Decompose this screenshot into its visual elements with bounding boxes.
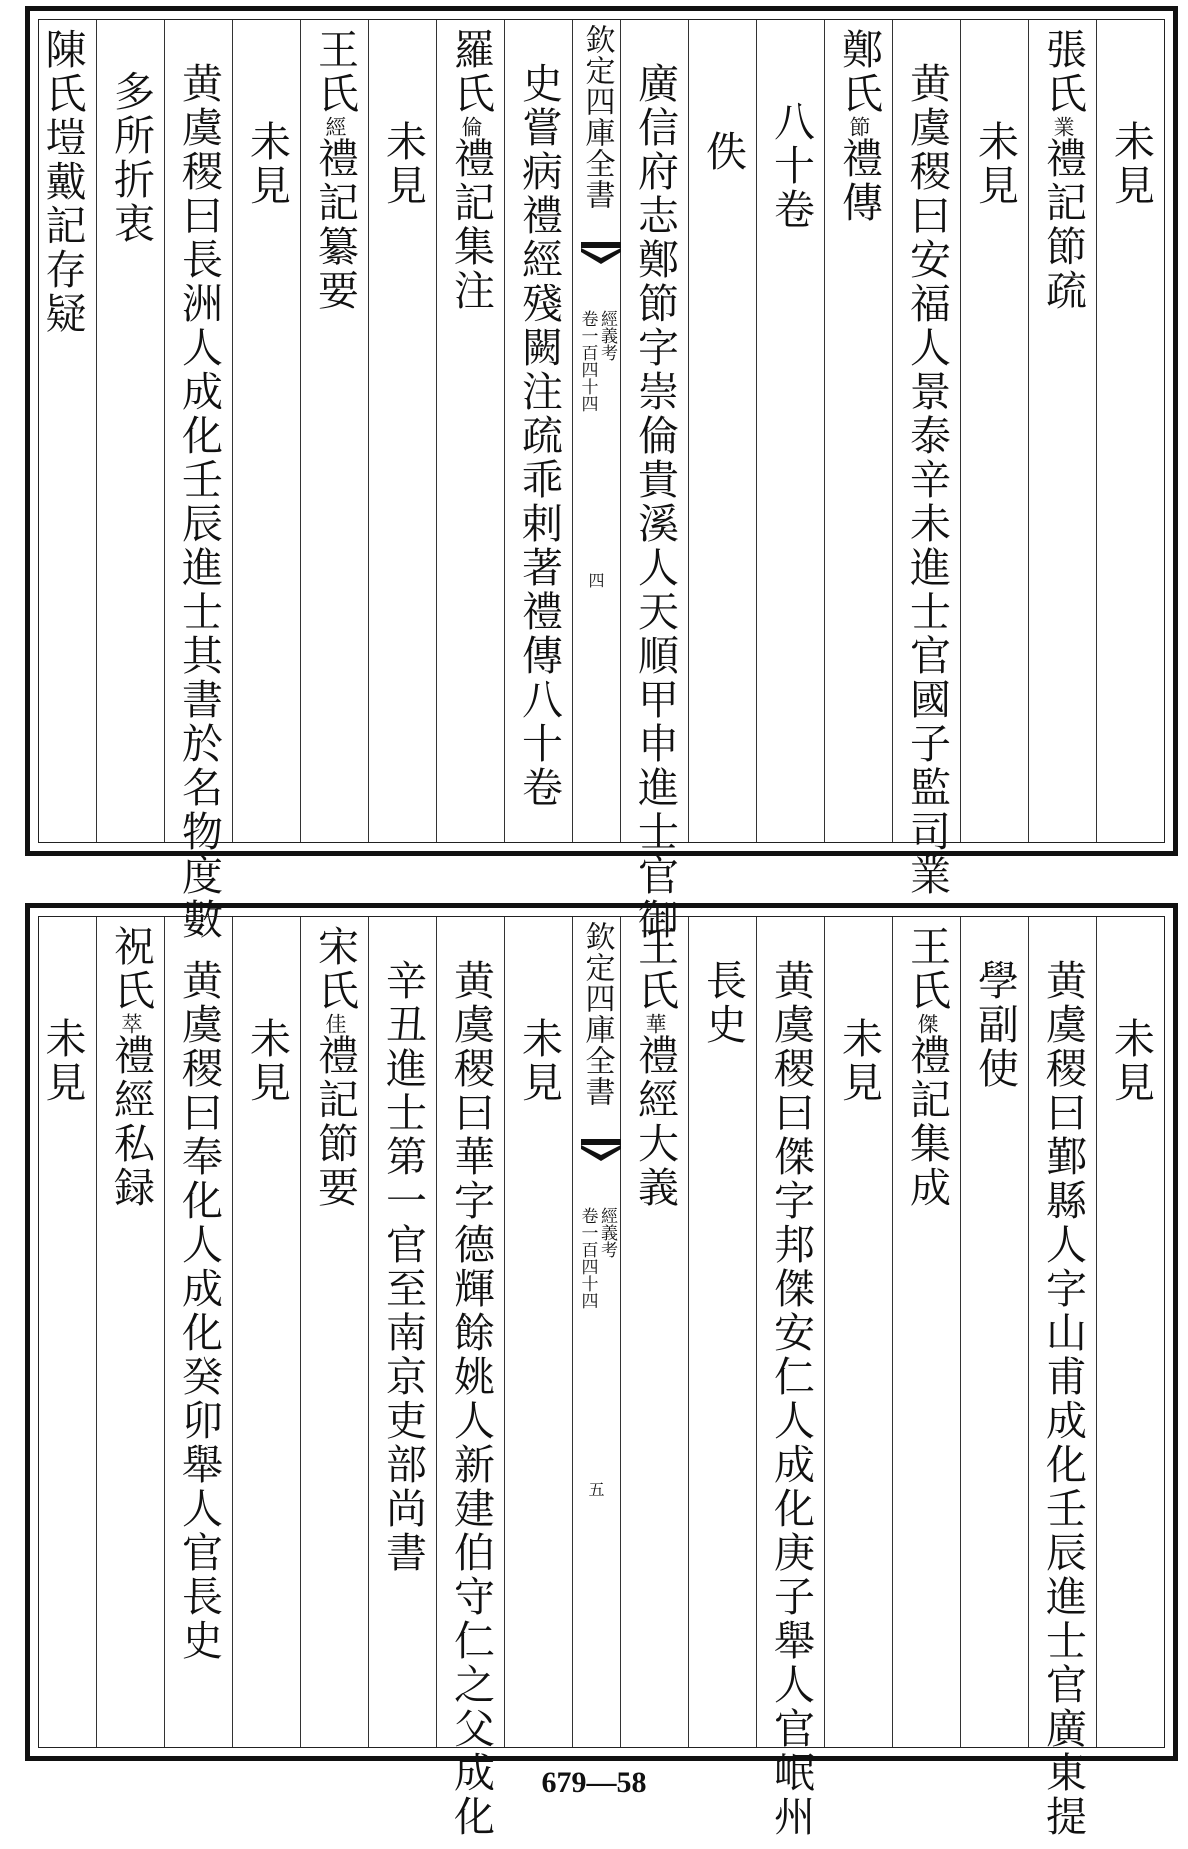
interlinear-note: 佳 [323, 1013, 347, 1034]
chapter-subtitle: 經義考 卷一百四十四 [577, 310, 618, 412]
text-column [1096, 20, 1164, 842]
column-text: 佚 [699, 130, 747, 174]
column-text: 宋氏佳禮記節要 [311, 925, 359, 1210]
column-text: 王氏傑禮記集成 [903, 925, 951, 1210]
column-text: 未見 [1107, 120, 1155, 208]
column-text: 羅氏倫禮記集注 [447, 28, 495, 313]
column-text: 張氏業禮記節疏 [1039, 28, 1087, 313]
column-text: 史嘗病禮經殘闕注疏乖剌著禮傳八十卷 [515, 62, 563, 810]
text-column [1028, 917, 1096, 1839]
column-text: 未見 [379, 120, 427, 208]
column-text: 廣信府志鄭節字崇倫貴溪人天順甲申進士官御 [631, 62, 679, 942]
text-column [300, 917, 368, 1747]
column-text: 黄虞稷曰傑字邦傑安仁人成化庚子舉人官岷州 [767, 959, 815, 1839]
text-column [232, 917, 300, 1747]
column-text: 陳氏塏戴記存疑 [38, 28, 87, 336]
column-text: 黄虞稷曰長洲人成化壬辰進士其書於名物度數 [175, 62, 223, 942]
page-number-footer: 679—58 [541, 1766, 647, 1799]
leaf-number: 四 [588, 571, 605, 590]
text-column [96, 917, 164, 1747]
interlinear-note: 經 [323, 116, 347, 137]
text-column [368, 20, 436, 842]
column-text: 未見 [835, 1017, 883, 1105]
top-page [25, 6, 1178, 942]
column-text: 黄虞稷曰鄞縣人字山甫成化壬辰進士官廣東提 [1039, 959, 1087, 1839]
text-column [620, 20, 688, 942]
book-title: 欽定四庫全書 [579, 921, 615, 1107]
text-column [436, 20, 504, 842]
leaf-number: 五 [588, 1480, 605, 1499]
column-text: 未見 [243, 1017, 291, 1105]
text-column [620, 917, 688, 1747]
column-text: 黄虞稷曰奉化人成化癸卯舉人官長史 [175, 959, 223, 1663]
text-column [368, 917, 436, 1747]
text-column [688, 917, 756, 1747]
interlinear-note: 節 [847, 116, 871, 137]
interlinear-note: 傑 [915, 1013, 939, 1034]
column-text: 王氏華禮經大義 [631, 925, 679, 1210]
text-column [436, 917, 504, 1839]
fishtail-ornament-icon [581, 1139, 621, 1163]
text-column [756, 20, 824, 842]
text-column [688, 20, 756, 842]
text-column [232, 20, 300, 842]
text-column [164, 20, 232, 942]
text-column [892, 917, 960, 1747]
column-text: 王氏經禮記纂要 [311, 28, 359, 313]
text-column [28, 20, 96, 842]
text-column [824, 20, 892, 842]
column-text: 學副使 [971, 959, 1019, 1091]
column-text: 多所折衷 [107, 70, 155, 246]
fishtail-ornament-icon [581, 242, 621, 266]
column-text: 未見 [243, 120, 291, 208]
text-column [960, 20, 1028, 842]
center-fold-column [572, 917, 620, 1747]
column-text: 黄虞稷曰華字德輝餘姚人新建伯守仁之父成化 [447, 959, 495, 1839]
column-text: 未見 [1107, 1017, 1155, 1105]
interlinear-note: 業 [1051, 116, 1075, 137]
text-column [756, 917, 824, 1839]
center-fold-column [572, 20, 620, 842]
column-text: 長史 [699, 959, 747, 1047]
top-page-frame [38, 19, 1165, 942]
column-text: 未見 [38, 1017, 87, 1105]
column-text: 八十卷 [767, 100, 815, 232]
column-text: 未見 [971, 120, 1019, 208]
column-text: 鄭氏節禮傳 [835, 28, 883, 225]
column-text: 未見 [515, 1017, 563, 1105]
text-column [300, 20, 368, 842]
text-column [1096, 917, 1164, 1747]
text-column [504, 917, 572, 1747]
text-column [96, 20, 164, 842]
column-text: 祝氏萃禮經私録 [107, 925, 155, 1210]
interlinear-note: 萃 [119, 1013, 143, 1034]
column-text: 黄虞稷曰安福人景泰辛未進士官國子監司業 [903, 62, 951, 898]
interlinear-note: 華 [643, 1013, 667, 1034]
text-column [824, 917, 892, 1747]
text-column [28, 917, 96, 1747]
text-column [504, 20, 572, 842]
text-column [1028, 20, 1096, 842]
column-text: 辛丑進士第一官至南京吏部尚書 [379, 959, 427, 1575]
book-title: 欽定四庫全書 [579, 24, 615, 210]
chapter-subtitle: 經義考 卷一百四十四 [577, 1207, 618, 1309]
interlinear-note: 倫 [459, 116, 483, 137]
text-column [164, 917, 232, 1747]
text-column [960, 917, 1028, 1747]
text-column [892, 20, 960, 898]
